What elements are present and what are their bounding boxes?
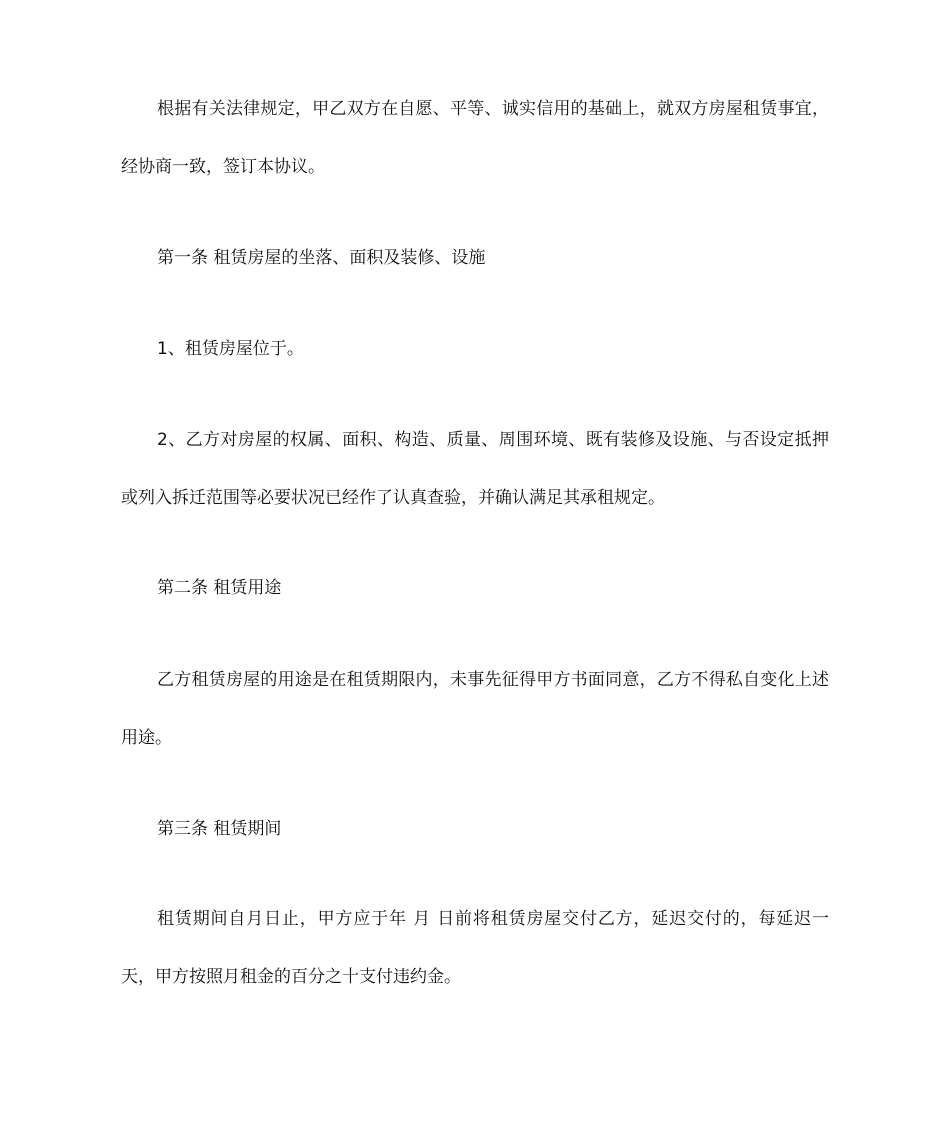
article-1-item-2: 2、乙方对房屋的权属、面积、构造、质量、周围环境、既有装修及设施、与否设定抵押或列入拆迁范围等必要状况已经作了认真查验，并确认满足其承租规定。: [121, 430, 829, 508]
article-3-body: 租赁期间自月日止，甲方应于年 月 日前将租赁房屋交付乙方，延迟交付的，每延迟一天，甲方按照月租金的百分之十支付违约金。: [121, 909, 829, 987]
article-1-heading: 第一条 租赁房屋的坐落、面积及装修、设施: [157, 248, 486, 268]
article-2-body: 乙方租赁房屋的用途是在租赁期限内，未事先征得甲方书面同意，乙方不得私自变化上述用途。: [121, 670, 829, 748]
intro-paragraph: 根据有关法律规定，甲乙双方在自愿、平等、诚实信用的基础上，就双方房屋租赁事宜，经协商一致，签订本协议。: [121, 99, 829, 177]
article-1-item-1: 1、租赁房屋位于。: [157, 339, 304, 359]
article-3-heading: 第三条 租赁期间: [157, 819, 282, 839]
article-2-heading: 第二条 租赁用途: [157, 578, 282, 598]
